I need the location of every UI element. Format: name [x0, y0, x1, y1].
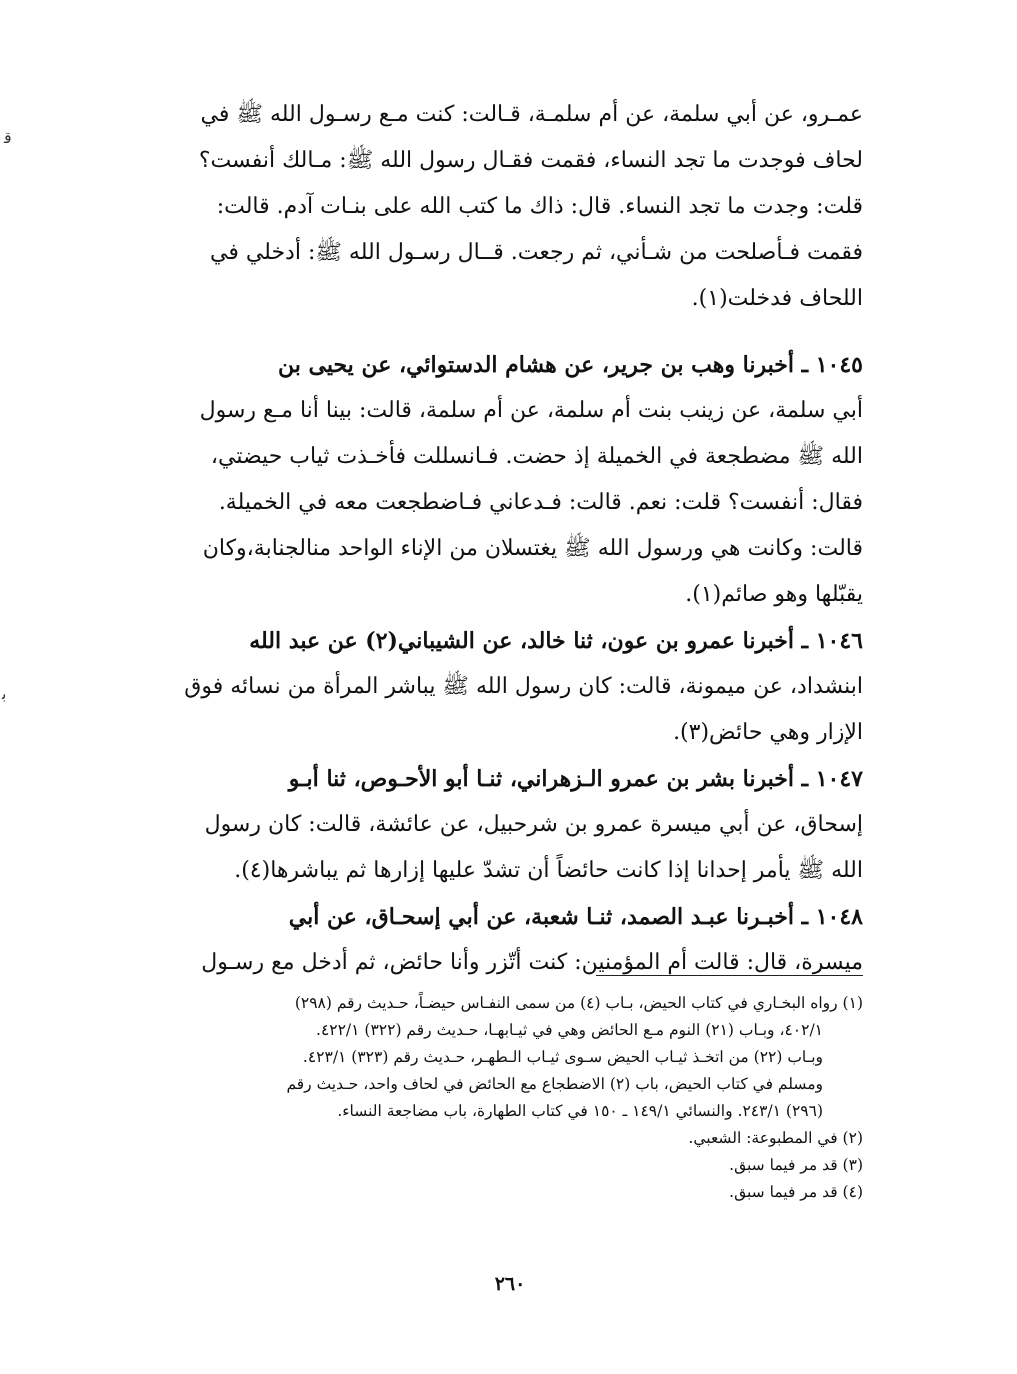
main-text: [168, 92, 863, 986]
text-line: الله ﷺ يأمر إحدانا إذا كانت حائضاً أن تشدّ عليها إزارها ثم يباشرها(٤).: [234, 858, 863, 883]
footnote-line: وبـاب (٢٢) من اتخـذ ثيـاب الحيض سـوى ثيـاب الـطهـر، حـديث رقم (٣٢٣) ٤٢٣/١.: [302, 1048, 823, 1066]
text-line: ميسرة، قال: قالت أم المؤمنين: كنت أتّزر وأنا حائض، ثم أدخل مع رسـول: [201, 950, 863, 975]
footnote-line: (٢٩٦) ٢٤٣/١. والنسائي ١٤٩/١ ـ ١٥٠ في كتاب الطهارة، باب مضاجعة النساء.: [337, 1102, 823, 1120]
hadith-1047-start: ١٠٤٧ ـ أخبرنا بشر بن عمرو الـزهراني، ثنـا أبو الأحـوص، ثنا أبـو: [288, 766, 863, 792]
footnotes: [168, 990, 863, 1206]
page-number: ٢٦٠: [494, 1273, 526, 1295]
hadith-1048-start: ١٠٤٨ ـ أخبـرنا عبـد الصمد، ثنـا شعبة، عن أبي إسحـاق، عن أبي: [288, 904, 863, 930]
text-line: قلت: وجدت ما تجد النساء. قال: ذاك ما كتب الله على بنـات آدم. قالت:: [216, 194, 863, 219]
text-line: ابنشداد، عن ميمونة، قالت: كان رسول الله ﷺ يباشر المرأة من نسائه فوق: [184, 674, 863, 699]
footnote-line: (٣) قد مر فيما سبق.: [729, 1156, 863, 1174]
text-line: فقال: أنفست؟ قلت: نعم. قالت: فـدعاني فـاضطجعت معه في الخميلة.: [218, 490, 863, 515]
margin-mark: ﻗ: [4, 128, 12, 147]
footnote-line: (٤) قد مر فيما سبق.: [729, 1183, 863, 1201]
hadith-1046-start: ١٠٤٦ ـ أخبرنا عمرو بن عون، ثنا خالد، عن الشيباني(٢) عن عبد الله: [249, 628, 863, 654]
footnote-divider: [596, 975, 863, 976]
hadith-1045-start: ١٠٤٥ ـ أخبرنا وهب بن جرير، عن هشام الدستوائي، عن يحيى بن: [277, 352, 863, 378]
text-line: إسحاق، عن أبي ميسرة عمرو بن شرحبيل، عن عائشة، قالت: كان رسول: [204, 812, 863, 837]
footnote-line: (١) رواه البخـاري في كتاب الحيض، بـاب (٤) من سمى النفـاس حيضـاً، حـديث رقم (٢٩٨): [294, 994, 863, 1012]
text-line: الإزار وهي حائض(٣).: [673, 720, 863, 745]
text-line: أبي سلمة، عن زينب بنت أم سلمة، عن أم سلمة، قالت: بينا أنا مـع رسول: [199, 398, 863, 423]
text-line: يقبّلها وهو صائم(١).: [685, 582, 863, 607]
text-line: الله ﷺ مضطجعة في الخميلة إذ حضت. فـانسللت فأخـذت ثياب حيضتي،: [210, 444, 863, 469]
text-line: لحاف فوجدت ما تجد النساء، فقمت فقـال رسول الله ﷺ: مـالك أنفست؟: [198, 148, 863, 173]
footnote-line: (٢) في المطبوعة: الشعبي.: [688, 1129, 863, 1147]
text-line: اللحاف فدخلت(١).: [691, 286, 863, 311]
text-line: فقمت فـأصلحت من شـأني، ثم رجعت. قــال رسـول الله ﷺ: أدخلي في: [209, 240, 863, 265]
text-line: قالت: وكانت هي ورسول الله ﷺ يغتسلان من الإناء الواحد منالجنابة،وكان: [202, 536, 863, 561]
footnote-line: ٤٠٢/١، وبـاب (٢١) النوم مـع الحائض وهي في ثيـابهـا، حـديث رقم (٣٢٢) ٤٢٢/١.: [316, 1021, 823, 1039]
margin-mark: ﺑ: [2, 684, 7, 703]
text-line: عمـرو، عن أبي سلمة، عن أم سلمـة، قـالت: كنت مـع رسـول الله ﷺ في: [200, 102, 863, 127]
footnote-line: ومسلم في كتاب الحيض، باب (٢) الاضطجاع مع الحائض في لحاف واحد، حـديث رقم: [286, 1075, 823, 1093]
